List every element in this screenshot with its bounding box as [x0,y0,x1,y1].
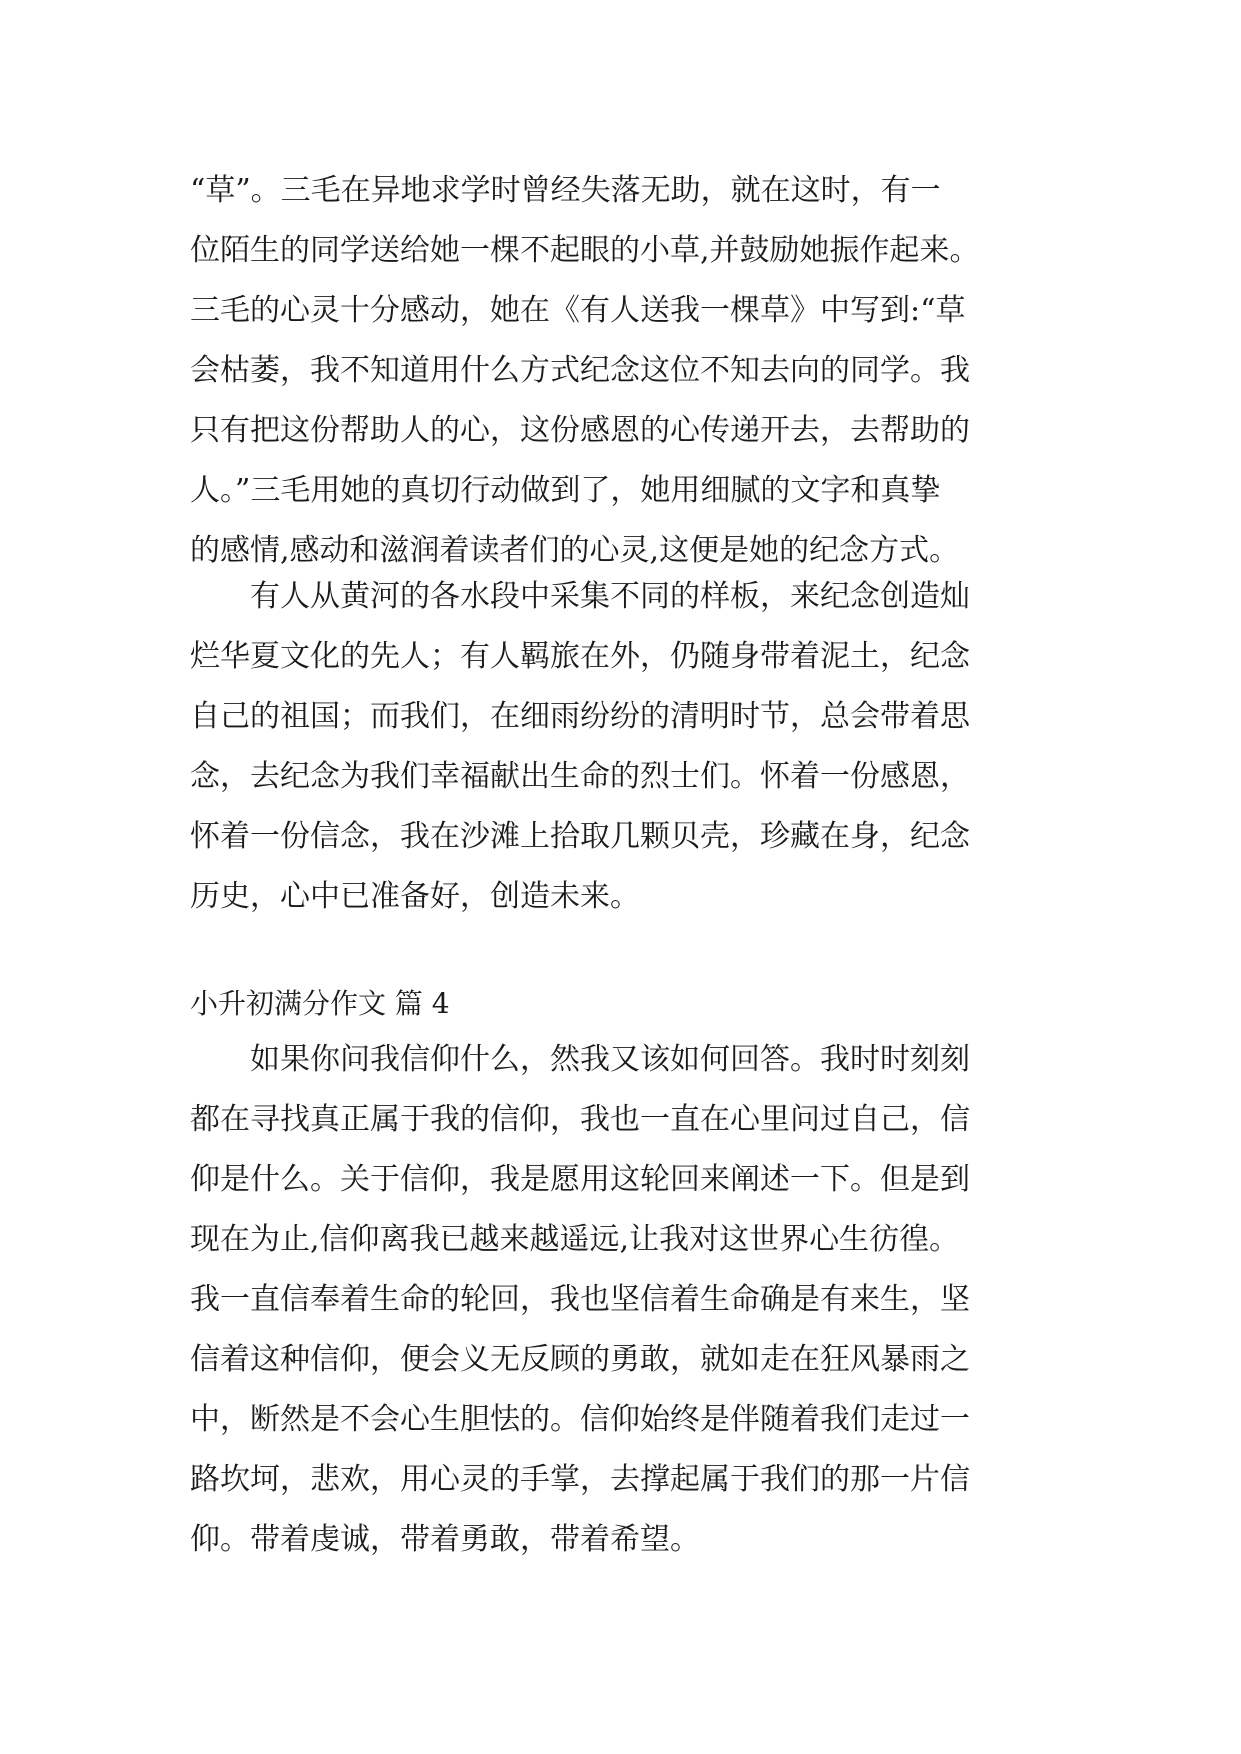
paragraph-line: 历史，心中已准备好，创造未来。 [190,879,640,914]
paragraph-line: 我一直信奉着生命的轮回，我也坚信着生命确是有来生，坚 [190,1282,970,1317]
paragraph-line: 三毛的心灵十分感动，她在《有人送我一棵草》中写到:“草 [190,293,966,328]
paragraph-line: 位陌生的同学送给她一棵不起眼的小草,并鼓励她振作起来。 [190,233,980,268]
section-heading-block [190,978,1090,1030]
paragraph-line: 现在为止,信仰离我已越来越遥远,让我对这世界心生彷徨。 [190,1222,960,1257]
paragraph-line: 的感情,感动和滋润着读者们的心灵,这便是她的纪念方式。 [190,533,960,568]
paragraph-line: 念，去纪念为我们幸福献出生命的烈士们。怀着一份感恩， [190,759,970,794]
paragraph-faith [190,1030,1090,1570]
paragraph-line: 人。”三毛用她的真切行动做到了，她用细腻的文字和真挚 [190,473,941,508]
paragraph-commemoration [190,567,1090,927]
paragraph-line: 有人从黄河的各水段中采集不同的样板，来纪念创造灿 [190,579,970,614]
paragraph-line: 中，断然是不会心生胆怯的。信仰始终是伴随着我们走过一 [190,1402,970,1437]
paragraph-line: 路坎坷，悲欢，用心灵的手掌，去撑起属于我们的那一片信 [190,1462,970,1497]
paragraph-line: 仰是什么。关于信仰，我是愿用这轮回来阐述一下。但是到 [190,1162,970,1197]
paragraph-line: 都在寻找真正属于我的信仰，我也一直在心里问过自己，信 [190,1102,970,1137]
paragraph-line: 烂华夏文化的先人；有人羁旅在外，仍随身带着泥土，纪念 [190,639,970,674]
paragraph-line: 怀着一份信念，我在沙滩上拾取几颗贝壳，珍藏在身，纪念 [190,819,970,854]
paragraph-line: 如果你问我信仰什么，然我又该如何回答。我时时刻刻 [190,1042,970,1077]
paragraph-line: 信着这种信仰，便会义无反顾的勇敢，就如走在狂风暴雨之 [190,1342,970,1377]
paragraph-line: 会枯萎，我不知道用什么方式纪念这位不知去向的同学。我 [190,353,970,388]
paragraph-line: 只有把这份帮助人的心，这份感恩的心传递开去，去帮助的 [190,413,970,448]
paragraph-line: “草”。三毛在异地求学时曾经失落无助，就在这时，有一 [190,173,941,208]
paragraph-sanmao-grass [190,161,1090,581]
paragraph-line: 仰。带着虔诚，带着勇敢，带着希望。 [190,1522,700,1557]
section-heading: 小升初满分作文 篇 4 [190,987,450,1020]
paragraph-line: 自己的祖国；而我们，在细雨纷纷的清明时节，总会带着思 [190,699,970,734]
